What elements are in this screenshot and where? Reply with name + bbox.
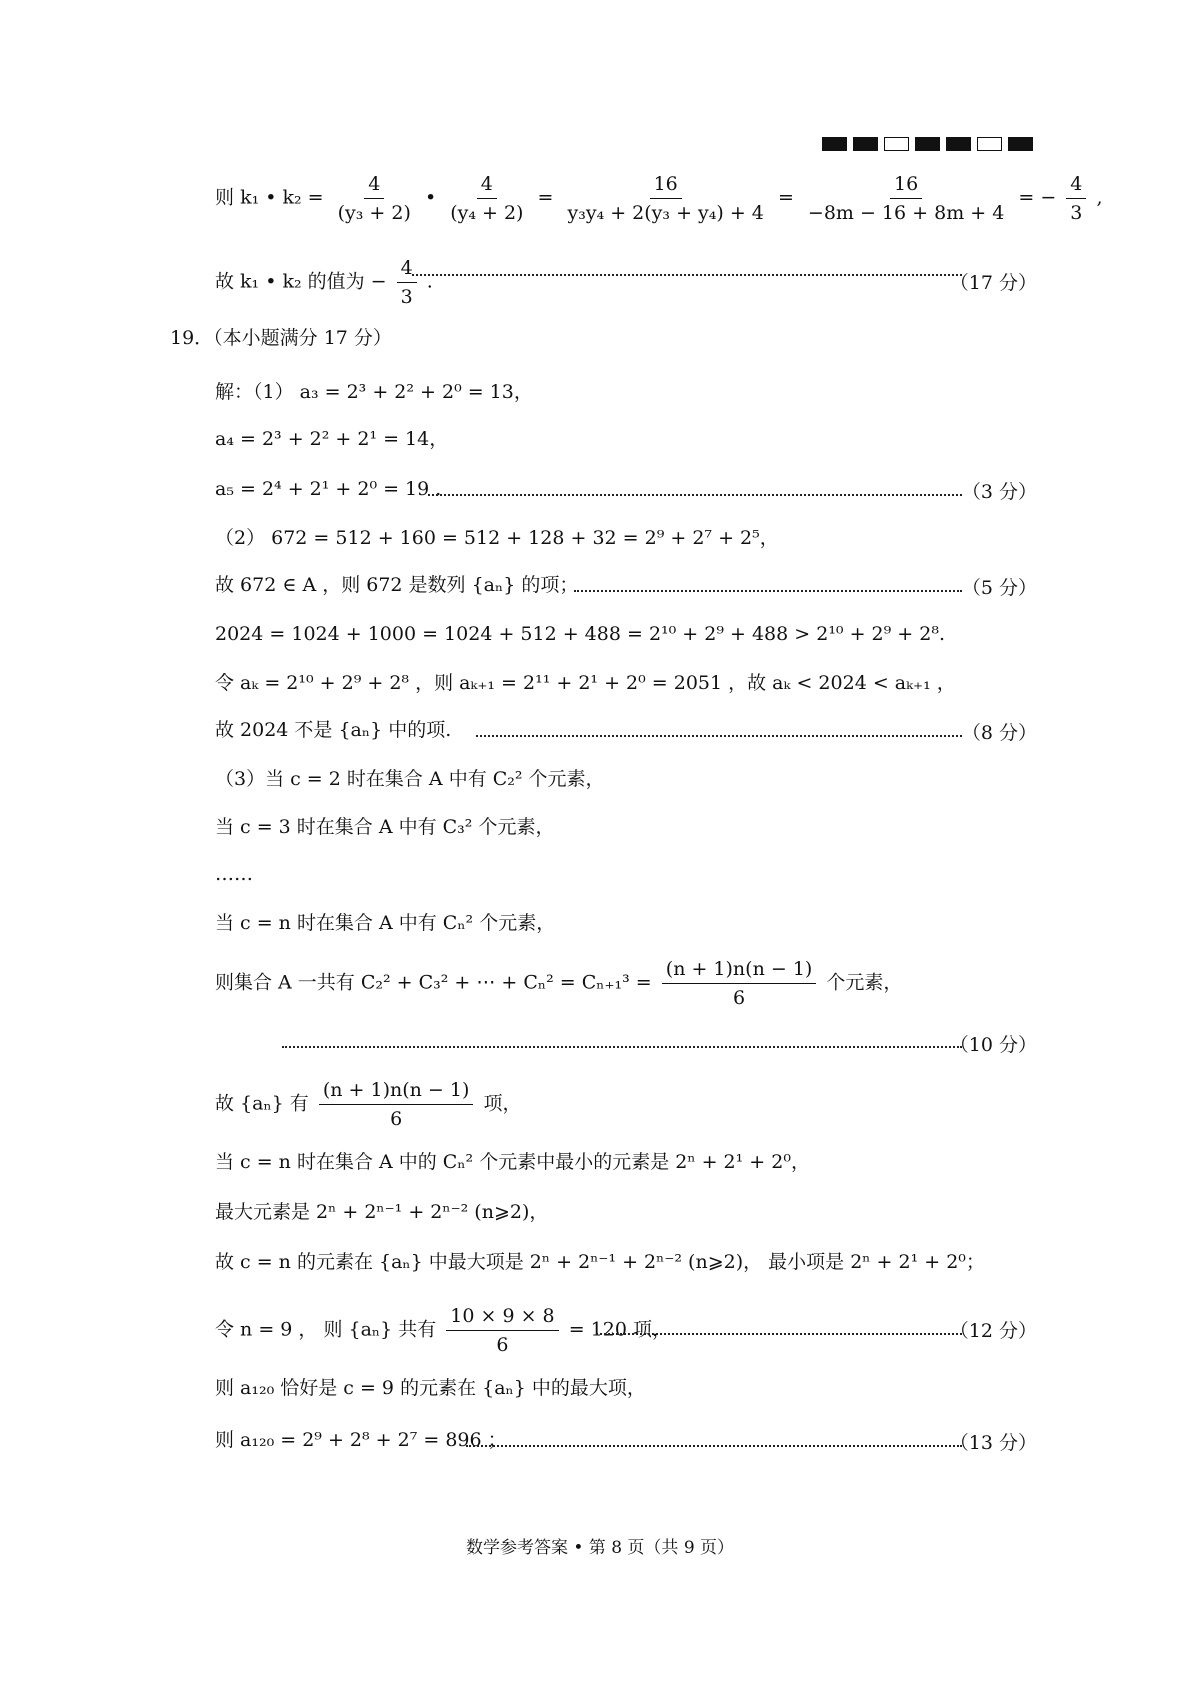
question-19-heading: 19．（本小题满分 17 分） [170,327,392,349]
page-footer: 数学参考答案 • 第 8 页（共 9 页） [465,1538,735,1558]
fraction-term-count: $\frac{(n + 1)n(n - 1)}{6}$ [319,1078,474,1131]
header-mark-filled [853,137,878,151]
answer-3-c2: （3）当 c = 2 时在集合 A 中有 C₂² 个元素， [215,768,605,790]
answer-3-term-count: 故 {aₙ} 有 $\frac{(n + 1)n(n - 1)}{6}$ 项， [215,1079,522,1130]
answer-3-c3: 当 c = 3 时在集合 A 中有 C₃² 个元素， [215,816,555,838]
k1k2-value: 故 k₁ • k₂ 的值为 − $\frac{4}{3}$ . [215,257,433,308]
fraction-3: $\frac{16}{\text{y₃y₄ + 2(y₃ + y₄) + 4}}$ [567,173,764,224]
points-17: （17 分） [949,272,1037,294]
answer-2-672-in-A: 故 672 ∈ A ，则 672 是数列 {aₙ} 的项； [215,574,579,596]
points-5: （5 分） [961,577,1037,599]
answer-3-ellipsis: …… [215,863,253,885]
fraction-total: $\frac{(n + 1)n(n - 1)}{6}$ [662,957,817,1010]
fraction-1: $\frac{4}{\text{(y₃ + 2)}}$ [337,173,411,224]
dot-leader [282,1046,962,1048]
header-mark-filled [946,137,971,151]
answer-3-n9: 令 n = 9 ， 则 {aₙ} 共有 $\frac{10 \times 9 \times 8}{6}$ = 120 项， [215,1305,671,1356]
answer-3-cn: 当 c = n 时在集合 A 中有 Cₙ² 个元素， [215,912,556,934]
fraction-2: $\frac{4}{\text{(y₄ + 2)}}$ [450,173,524,224]
dot-leader [466,1445,962,1447]
dot-leader [596,1333,962,1335]
points-13: （13 分） [949,1432,1037,1454]
answer-2-2024-not-in: 故 2024 不是 {aₙ} 中的项. [215,719,452,741]
k1k2-label: k₁ • k₂ = [240,186,324,209]
answer-1-a3: 解：（1） a₃ = 2³ + 2² + 2⁰ = 13， [215,381,533,403]
answer-3-a120-value: 则 a₁₂₀ = 2⁹ + 2⁸ + 2⁷ = 896 ； [215,1429,507,1451]
dot-leader [574,590,962,592]
dot-operator: • [424,186,437,209]
dot-leader [428,494,962,496]
answer-3-max-element: 最大元素是 2ⁿ + 2ⁿ⁻¹ + 2ⁿ⁻² (n⩾2)， [215,1201,549,1223]
header-marks [822,137,1033,151]
dot-leader [412,274,962,276]
answer-3-max-min-terms: 故 c = n 的元素在 {aₙ} 中最大项是 2ⁿ + 2ⁿ⁻¹ + 2ⁿ⁻² (n⩾2)， 最小项是 2ⁿ + 2¹ + 2⁰； [215,1251,985,1273]
fraction-4: $\frac{16}{-8m - 16 + 8m + 4}$ [807,173,1005,224]
points-3: （3 分） [961,481,1037,503]
header-mark-filled [822,137,847,151]
dot-leader [476,735,962,737]
text-prefix: 则 [215,186,235,209]
answer-2-ak: 令 aₖ = 2¹⁰ + 2⁹ + 2⁸ ，则 aₖ₊₁ = 2¹¹ + 2¹ + 2⁰ = 2051 ，故 aₖ < 2024 < aₖ₊₁ ， [215,672,956,694]
answer-3-total: 则集合 A 一共有 C₂² + C₃² + ⋯ + Cₙ² = Cₙ₊₁³ = $\frac{(n + 1)n(n - 1)}{6}$ 个元素， [215,958,903,1009]
fraction-120: $\frac{10 \times 9 \times 8}{6}$ [446,1304,558,1357]
k1k2-equation: 则 k₁ • k₂ = $\frac{4}{\text{(y₃ + 2)}}$ • $\frac{4}{\text{(y₄ + 2)}}$ = $\frac{16}{\text{y₃y₄ + 2(y₃ + y₄) + 4}}$ = $\frac{16}{-8m - 16 + 8m + 4}$ = − $\frac{4}{3}$ , [215,173,1103,224]
points-10: （10 分） [949,1034,1037,1056]
fraction-5: $\frac{4}{3}$ [1066,172,1086,225]
fraction-4-3: $\frac{4}{3}$ [397,256,417,309]
header-mark-filled [1008,137,1033,151]
points-12: （12 分） [949,1320,1037,1342]
header-mark-filled [915,137,940,151]
answer-3-a120-max: 则 a₁₂₀ 恰好是 c = 9 的元素在 {aₙ} 中的最大项， [215,1377,646,1399]
header-mark-empty [977,137,1002,151]
answer-2-2024: 2024 = 1024 + 1000 = 1024 + 512 + 488 = 2¹⁰ + 2⁹ + 488 > 2¹⁰ + 2⁹ + 2⁸. [215,623,945,645]
answer-1-a5: a₅ = 2⁴ + 2¹ + 2⁰ = 19 . [215,478,442,500]
answer-2-672: （2） 672 = 512 + 160 = 512 + 128 + 32 = 2⁹ + 2⁷ + 2⁵， [215,527,779,549]
header-mark-empty [884,137,909,151]
answer-1-a4: a₄ = 2³ + 2² + 2¹ = 14， [215,428,449,450]
answer-3-min-element: 当 c = n 时在集合 A 中的 Cₙ² 个元素中最小的元素是 2ⁿ + 2¹ + 2⁰， [215,1151,810,1173]
points-8: （8 分） [961,722,1037,744]
